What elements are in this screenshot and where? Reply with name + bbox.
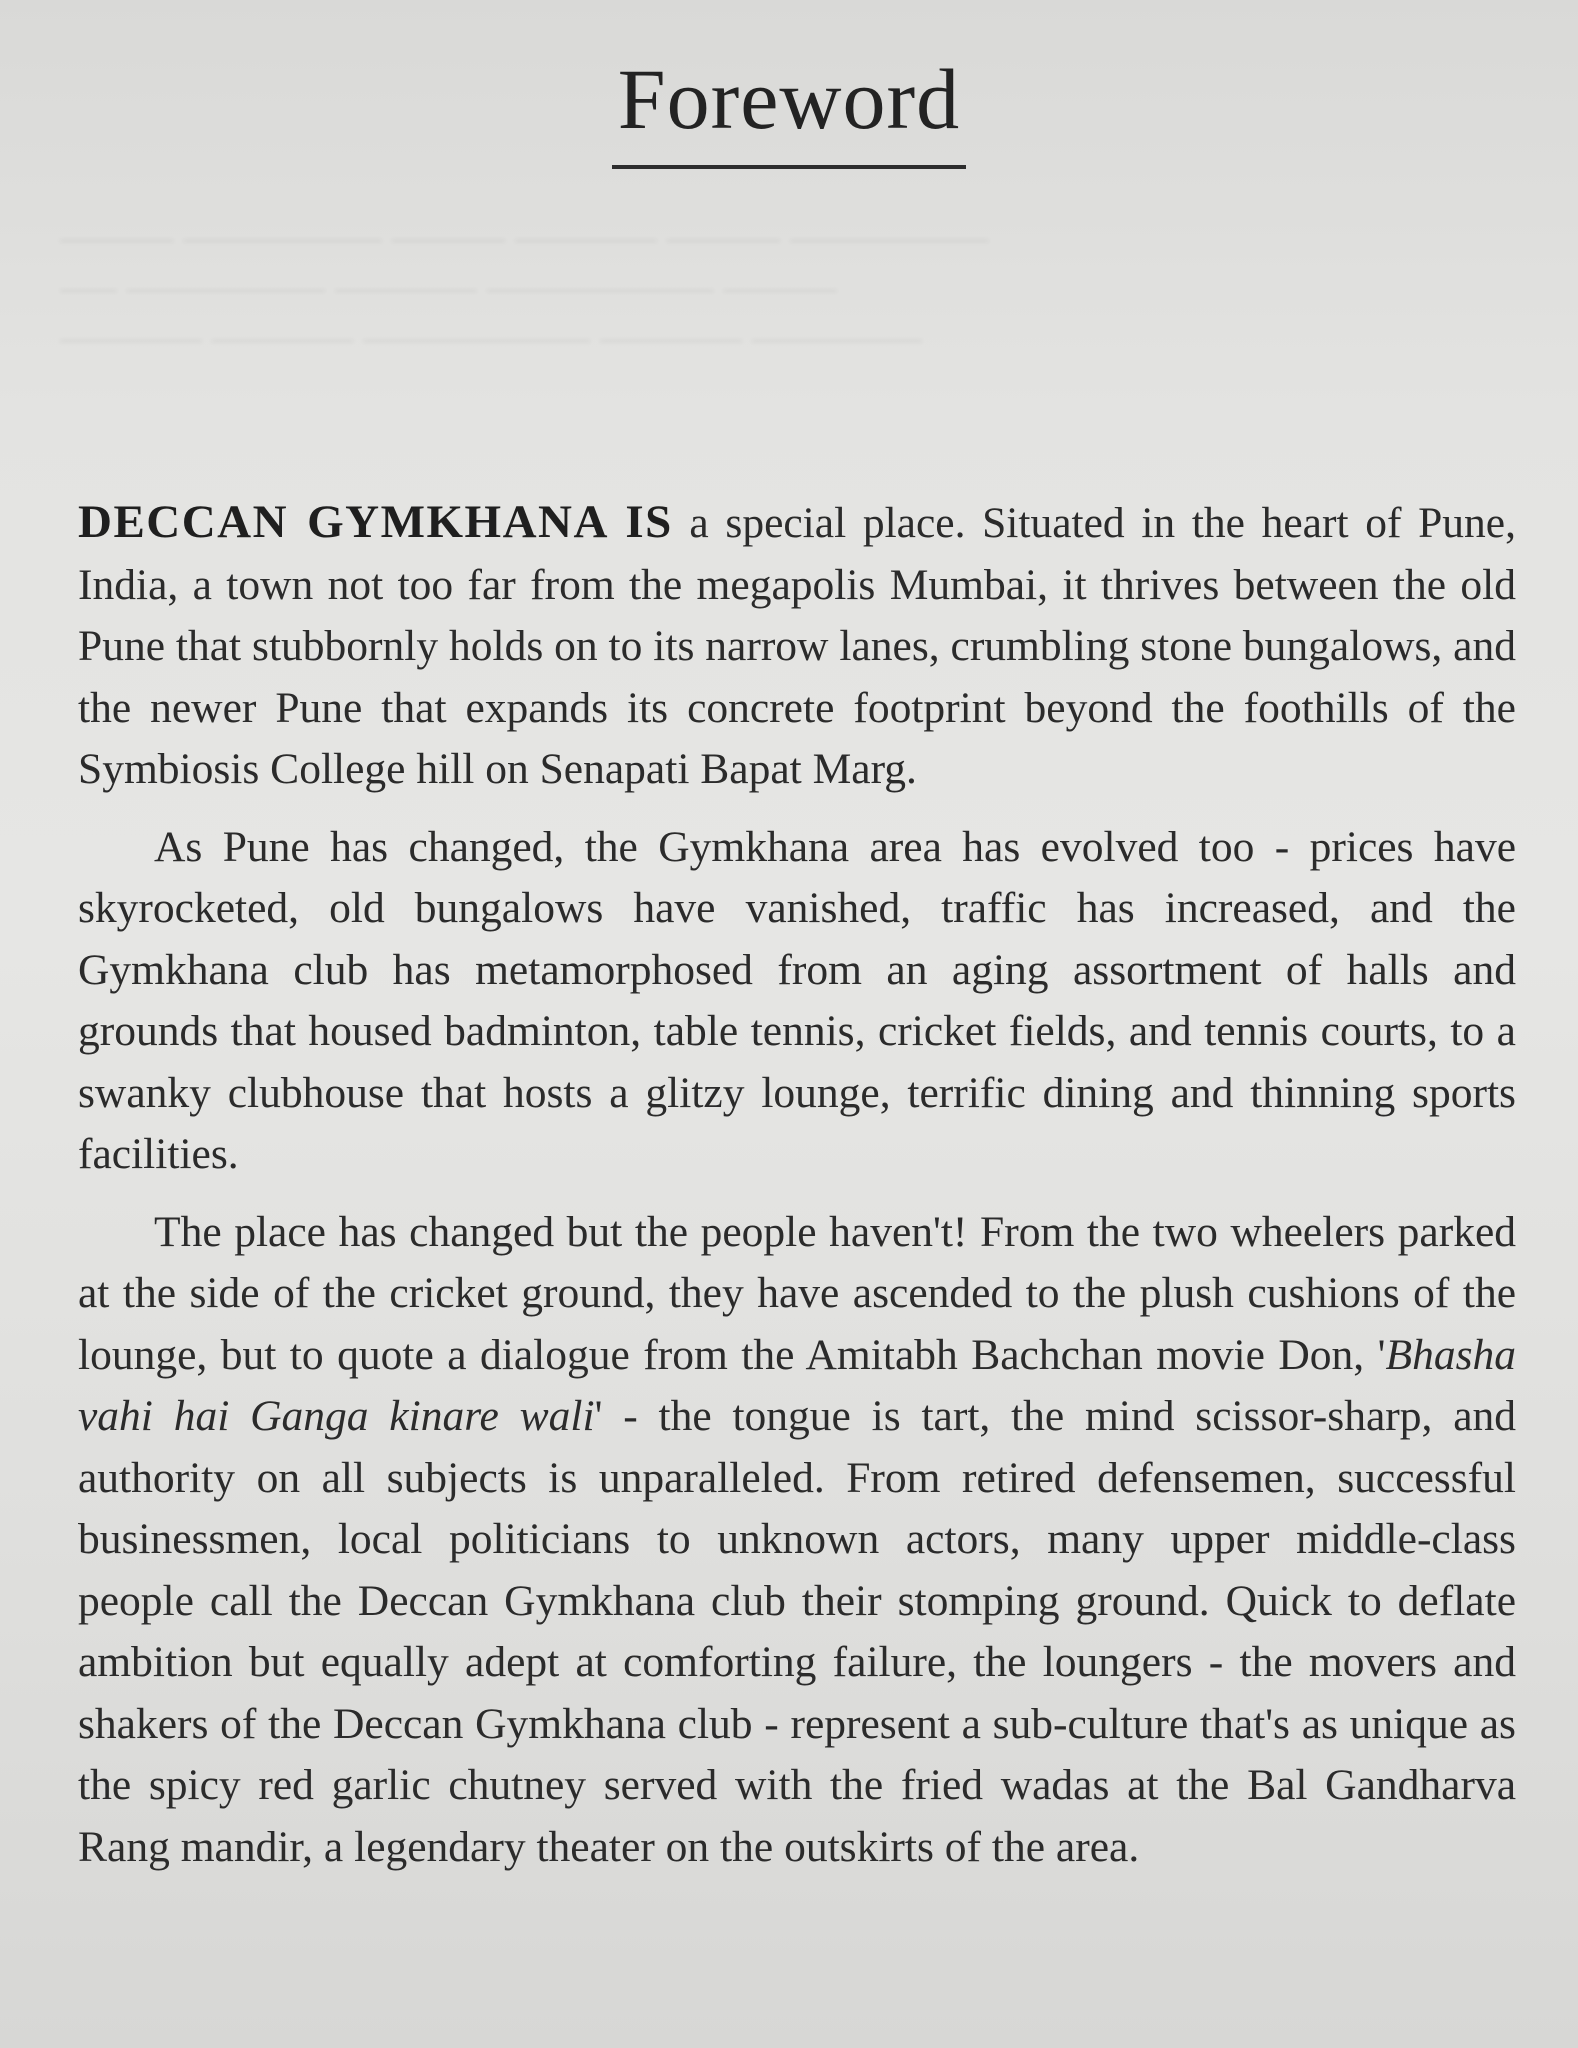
paragraph-3 bbox=[78, 1202, 1516, 1879]
page-title: Foreword bbox=[612, 52, 966, 169]
paragraph-3-text-after: ' - the tongue is tart, the mind scissor-sharp, and authority on all subjects is unparalleled. From retired defensemen, successful businessmen, local politicians to unknown actors, many upper middle-class people call the Deccan Gymkhana club their stomping ground. Quick to deflate ambition but equally adept at comforting failure, the loungers - the movers and shakers of the Deccan Gymkhana club - represent a sub-culture that's as unique as the spicy red garlic chutney served with the fried wadas at the Bal Gandharva Rang mandir, a legendary theater on the outskirts of the area. bbox=[78, 1392, 1516, 1871]
title-container bbox=[0, 52, 1578, 169]
paragraph-3-text-before: The place has changed but the people haven't! From the two wheelers parked at the side of the cricket ground, they have ascended to the plush cushions of the lounge, but to quote a dialogue from the Amitabh Bachchan movie Don, ' bbox=[78, 1207, 1516, 1379]
paragraph-3-italic-quote: Bhasha vahi hai Ganga kinare wali bbox=[78, 1330, 1516, 1440]
paragraph-1-text: a special place. Situated in the heart of Pune, India, a town not too far from the megapolis Mumbai, it thrives between the old Pune that stubbornly holds on to its narrow lanes, crumbling stone bungalows, and the newer Pune that expands its concrete footprint beyond the foothills of the Symbiosis College hill on Senapati Bapat Marg. bbox=[78, 499, 1516, 793]
paragraph-1-lead: DECCAN GYMKHANA IS bbox=[78, 496, 673, 548]
paragraph-1 bbox=[78, 492, 1516, 801]
foreword-body bbox=[78, 492, 1516, 1894]
show-through-texture: ─────── ──── ───── ──── ─────── ──── ──── ──────── ───── ─────── ── ────── ───── ──────── ───── ───── bbox=[60, 217, 989, 362]
paragraph-2: As Pune has changed, the Gymkhana area has evolved too - prices have skyrocketed, old bungalows have vanished, traffic has increased, and the Gymkhana club has metamorphosed from an aging assortment of halls and grounds that housed badminton, table tennis, cricket fields, and tennis courts, to a swanky clubhouse that hosts a glitzy lounge, terrific dining and thinning sports facilities. bbox=[78, 822, 1516, 1178]
